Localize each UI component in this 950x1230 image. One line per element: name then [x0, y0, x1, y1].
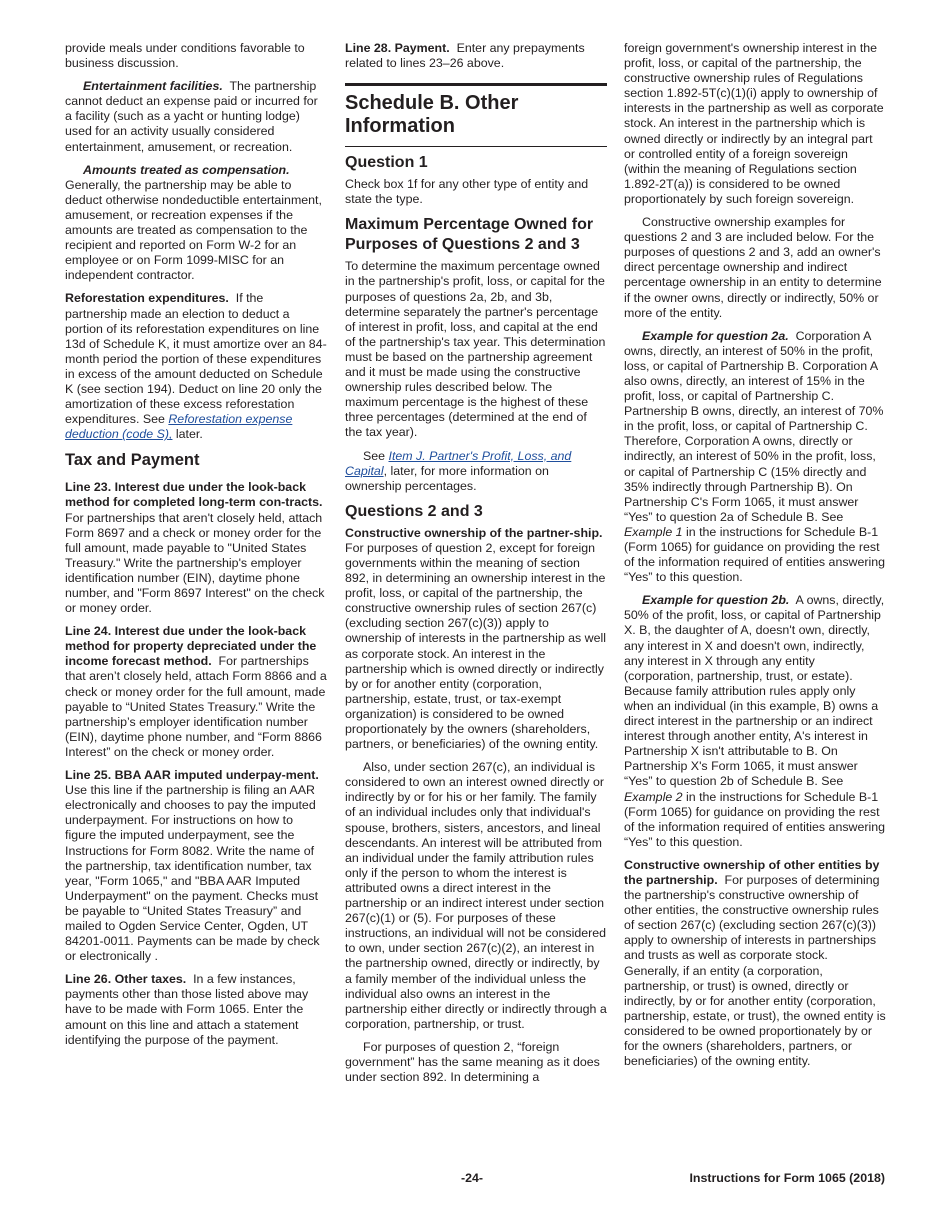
paragraph-question-1: Check box 1f for any other type of entity and state the type. — [345, 177, 589, 207]
paragraph-other-entities: Constructive ownership of other entities by the partnership. For purposes of determining the partnership's constructive ownership of other entities, the constructive ownership rules of section 267(c) (excluding section 267(c)(3)) apply to ownership of interests in partnerships and trusts as well as corporate stock. Generally, if an entity (a corporation, partnership, or trust) is owned, directly or indirectly, by or for another entity (corporation, partnership, estate, or trust), the owned entity is considered to be owned proportionately by or for the owners (shareholders, partners, or beneficiaries) of the owning entity. — [624, 857, 886, 1069]
run-in-heading: Constructive ownership of other entities by the partnership. — [624, 857, 880, 887]
column-1 — [65, 41, 327, 1056]
run-in-heading: Line 26. Other taxes. — [65, 972, 187, 987]
paragraph-foreign-continued: foreign government's ownership interest in the profit, loss, or capital of the partnership, the constructive ownership rules of Regulations section 1.892-5T(c)(1)(i) apply to ownership of interests in the partnership as well as corporate stock. An interest in the partnership which is owned directly or indirectly by an integral part or controlled entity of a foreign sovereign (within the meaning of Regulations section 1.892-2T(a)) is considered to be owned proportionately by such foreign sovereign. — [624, 41, 884, 206]
paragraph-entertainment: Entertainment facilities. The partnership cannot deduct an expense paid or incurred for a facility (such as a yacht or hunting lodge) used for an activity usually considered entertainment, amusement, or recreation. — [65, 79, 318, 154]
paragraph-line-24: Line 24. Interest due under the look-back method for property depreciated under the income forecast method. For partnerships that aren’t closely held, attach Form 8866 and a check or money order for the full amount, made payable to “United States Treasury.” Write the partnership’s employer identification number (EIN), daytime phone number, and “Form 8866 Interest” on the check or money order. — [65, 624, 327, 759]
paragraph-example-2a: Example for question 2a. Corporation A owns, directly, an interest of 50% in the profit, loss, or capital of Partnership B. Corporation A also owns, directly, an interest of 15% in the profit, loss, or capital of Partnership C. Partnership B owns, directly, an interest of 70% in the profit, loss, or capital of Partnership C. Therefore, Corporation A owns, directly or indirectly, an interest of 50% in the profit, loss, or capital of Partnership C (15% directly and 35% indirectly through Partnership B). On Partnership C's Form 1065, it must answer “Yes” to question 2a of Schedule B. See Example 1 in the instructions for Schedule B-1 (Form 1065) for guidance on providing the rest of the information required of entities answering “Yes” to this question. — [624, 328, 886, 585]
divider — [345, 146, 607, 147]
run-in-heading: Entertainment facilities. — [83, 79, 223, 94]
run-in-heading: Line 25. BBA AAR imputed underpay-ment. — [65, 768, 319, 783]
run-in-heading: Amounts treated as compensation. — [83, 162, 290, 177]
paragraph-line-25: Line 25. BBA AAR imputed underpay-ment. Use this line if the partnership is filing an AAR electronically and chooses to pay the imputed underpayment. For instructions on how to figure the imputed underpayment, see the Instructions for Form 8082. Write the name of the partnership, tax identification number, tax year, "Form 1065," and "BBA AAR Imputed Underpayment" on the payment. Checks must be payable to “United States Treasury” and mailed to Ogden Service Center, Ogden, UT 84201-0011. Payments can be made by check or electronically . — [65, 768, 320, 964]
paragraph-see-item-j: See Item J. Partner's Profit, Loss, and Capital, later, for more information on ownership percentages. — [345, 448, 572, 493]
schedule-b-title: Schedule B. Other Information — [345, 92, 519, 138]
max-percentage-heading: Maximum Percentage Owned for Purposes of Questions 2 and 3 — [345, 216, 594, 254]
question-1-heading: Question 1 — [345, 154, 428, 172]
reforestation-link[interactable]: Reforestation expense deduction (code S), — [65, 412, 293, 442]
item-j-link[interactable]: Item J. Partner's Profit, Loss, and Capital — [345, 448, 572, 478]
run-in-heading: Reforestation expenditures. — [65, 291, 229, 306]
paragraph-amounts-compensation: Amounts treated as compensation. Generally, the partnership may be able to deduct otherwise nondeductible entertainment, amusement, or recreation expenses if the amounts are treated as compensation to the recipient and reported on Form W-2 for an employee or on Form 1099-MISC for an independent contractor. — [65, 162, 322, 283]
paragraph-line-23: Line 23. Interest due under the look-back method for completed long-term con-tracts. For partnerships that aren't closely held, attach Form 8697 and a check or money order for the full amount, made payable to "United States Treasury." Write the partnership's employer identification number (EIN), daytime phone number, and "Form 8697 Interest" on the check or money order. — [65, 480, 325, 616]
paragraph-line-26: Line 26. Other taxes. In a few instances, payments other than those listed above may have to be made with Form 1065. Enter the amount on this line and attach a statement identifying the purpose of the payment. — [65, 972, 309, 1047]
paragraph-examples-intro: Constructive ownership examples for questions 2 and 3 are included below. For the purposes of questions 2 and 3, add an owner's direct percentage ownership and indirect percentage ownership in an entity to determine if the owner owns, directly or indirectly, 50% or more of the entity. — [624, 215, 882, 320]
run-in-heading: Constructive ownership of the partner-ship. — [345, 525, 603, 540]
run-in-heading: Line 28. Payment. — [345, 41, 450, 55]
paragraph-constructive-ownership: Constructive ownership of the partner-ship. For purposes of question 2, except for foreign governments within the meaning of section 892, in determining an ownership interest in the profit, loss, or capital of the partnership, the constructive ownership rules of section 267(c) (excluding section 267(c)(3)) apply to ownership of interests in the partnership as well as corporate stock. An interest in the partnership which is owned directly or indirectly by or for another entity (corporation, partnership, estate, trust, or tax-exempt organization) is considered to be owned proportionately by the owners (shareholders, partners, or beneficiaries) of the owning entity. — [345, 525, 607, 752]
paragraph-reforestation: Reforestation expenditures. If the partnership made an election to deduct a portion of its reforestation expenditures on line 13d of Schedule K, it must amortize over an 84-month period the portion of these expenditures in excess of the amount deducted on Schedule K (see section 194). Deduct on line 20 only the amortization of these excess reforestation expenditures. See Reforestation expense deduction (code S), later. — [65, 291, 327, 442]
column-3 — [624, 41, 886, 1077]
paragraph-foreign-government: For purposes of question 2, “foreign government” has the same meaning as it does under section 892. In determining a — [345, 1039, 600, 1085]
run-in-heading: Example for question 2b. — [642, 593, 790, 608]
page-number: -24- — [461, 1171, 484, 1185]
paragraph: provide meals under conditions favorable to business discussion. — [65, 41, 305, 71]
paragraph-line-28: Line 28. Payment. Enter any prepayments related to lines 23–26 above. — [345, 41, 585, 71]
run-in-heading: Line 23. Interest due under the look-back method for completed long-term con-tracts. — [65, 480, 323, 510]
questions-2-3-heading: Questions 2 and 3 — [345, 502, 483, 520]
divider — [345, 83, 607, 86]
column-2 — [345, 41, 607, 1093]
paragraph-max-percentage: To determine the maximum percentage owned in the partnership's profit, loss, or capital for the purposes of questions 2a, 2b, and 3b, determine separately the partner's percentage of interest in profit, loss, and capital at the end of the partnership's tax year. This determination must be based on the partnership agreement and it must be made using the constructive ownership rules described below. The maximum percentage is the highest of these three percentages (determined at the end of the tax year). — [345, 259, 606, 440]
section-heading-tax-payment: Tax and Payment — [65, 451, 200, 470]
footer-title: Instructions for Form 1065 (2018) — [689, 1171, 885, 1185]
paragraph-family-attribution: Also, under section 267(c), an individual is considered to own an interest owned directly or indirectly by or for his or her family. The family of an individual includes only that individual's spouse, brothers, sisters, ancestors, and lineal descendants. An interest will be attributed from an individual under the family attribution rules only if the person to whom the interest is attributed owns a direct interest in the partnership or an indirect interest under section 267(c)(1) or (5). For purposes of these instructions, an individual will not be considered to own, under section 267(c)(2), an interest in the partnership owned, directly or indirectly, by a family member of the individual unless the individual also owns an interest in the partnership either directly or indirectly through a corporation, partnership, or trust. — [345, 760, 607, 1031]
paragraph-example-2b: Example for question 2b. A owns, directly, 50% of the profit, loss, or capital of Partnership X. B, the daughter of A, doesn't own, directly, any interest in X and doesn't own, indirectly, any interest in X through any entity (corporation, partnership, trust, or estate). Because family attribution rules apply only when an individual (in this example, B) owns a direct interest in the partnership or an indirect interest through another entity, A's interest in Partnership X isn't attributable to B. On Partnership X's Form 1065, it must answer “Yes” to question 2b of Schedule B. See Example 2 in the instructions for Schedule B-1 (Form 1065) for guidance on providing the rest of the information required of entities answering “Yes” to this question. — [624, 593, 886, 849]
run-in-heading: Example for question 2a. — [642, 328, 789, 343]
run-in-heading: Line 24. Interest due under the look-back method for property depreciated under the income forecast method. — [65, 624, 317, 669]
